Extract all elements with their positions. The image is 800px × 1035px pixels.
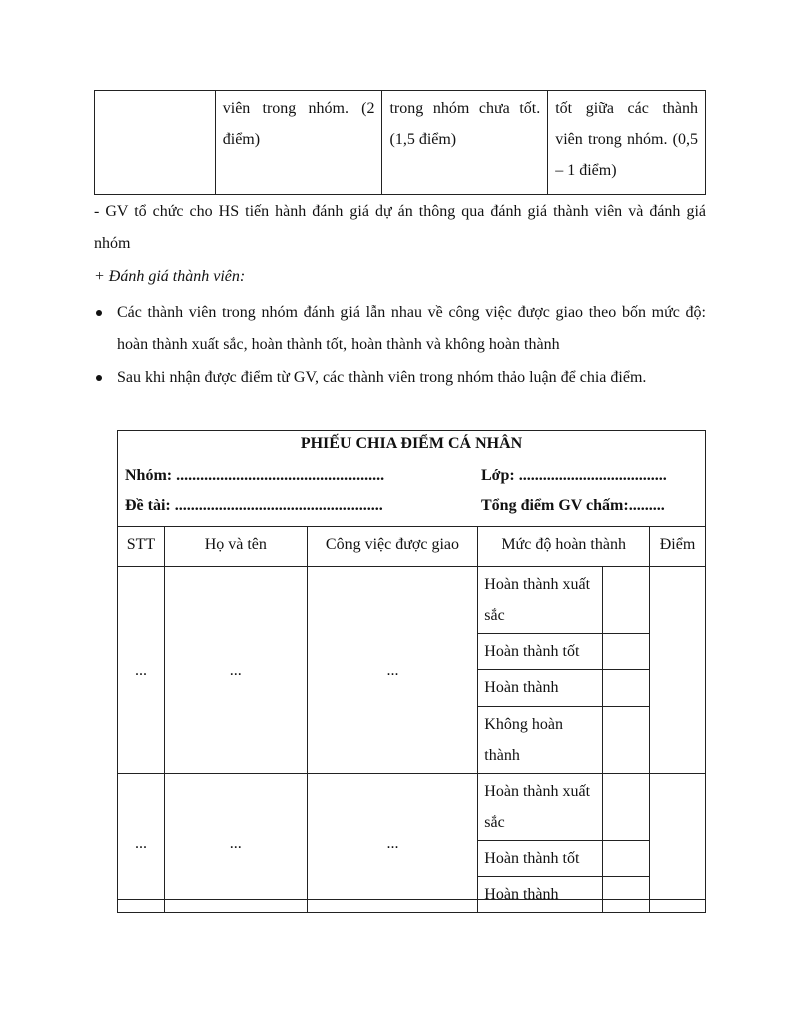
header-name: Họ và tên xyxy=(164,527,307,567)
level-cell: Hoàn thành xuất sắc xyxy=(478,774,603,841)
stt-cell: ... xyxy=(118,567,165,774)
table-cell: viên trong nhóm. (2 điểm) xyxy=(215,91,382,195)
check-cell[interactable] xyxy=(603,670,650,707)
stt-cell: ... xyxy=(118,774,165,913)
total-score-field: Tổng điểm GV chấm:......... xyxy=(481,497,665,514)
check-cell[interactable] xyxy=(603,707,650,774)
check-cell[interactable] xyxy=(603,634,650,670)
subheading: + Đánh giá thành viên: xyxy=(94,268,246,285)
continuation-table xyxy=(94,90,706,195)
check-cell[interactable] xyxy=(603,841,650,877)
name-cell: ... xyxy=(164,567,307,774)
header-completion: Mức độ hoàn thành xyxy=(478,527,650,567)
name-cell: ... xyxy=(164,774,307,913)
check-cell[interactable] xyxy=(603,877,650,913)
score-sheet xyxy=(117,430,706,903)
score-table xyxy=(117,526,706,913)
instruction-paragraph: - GV tổ chức cho HS tiến hành đánh giá dự án thông qua đánh giá thành viên và đánh giá nhóm xyxy=(94,203,706,252)
header-score: Điểm xyxy=(650,527,706,567)
list-item xyxy=(94,297,706,361)
level-cell: Hoàn thành xyxy=(478,670,603,707)
level-cell: Không hoàn thành xyxy=(478,707,603,774)
table-cell xyxy=(95,91,216,195)
check-cell[interactable] xyxy=(603,774,650,841)
level-cell: Hoàn thành xyxy=(478,877,603,913)
check-cell[interactable] xyxy=(603,567,650,634)
table-cell: tốt giữa các thành viên trong nhóm. (0,5 – 1 điểm) xyxy=(548,91,706,195)
sheet-title: PHIẾU CHIA ĐIỂM CÁ NHÂN xyxy=(300,435,523,452)
score-cell[interactable] xyxy=(650,774,706,913)
table-cell: trong nhóm chưa tốt. (1,5 điểm) xyxy=(382,91,548,195)
header-stt: STT xyxy=(118,527,165,567)
level-cell: Hoàn thành tốt xyxy=(478,841,603,877)
score-cell[interactable] xyxy=(650,567,706,774)
list-item xyxy=(94,362,706,394)
group-field: Nhóm: .................................................... xyxy=(125,467,385,484)
task-cell: ... xyxy=(307,567,478,774)
list-item-text: Sau khi nhận được điểm từ GV, các thành viên trong nhóm thảo luận để chia điểm. xyxy=(117,369,647,386)
list-item-text: Các thành viên trong nhóm đánh giá lẫn nhau về công việc được giao theo bốn mức độ: hoàn thành xuất sắc, hoàn thành tốt, hoàn thành và không hoàn thành xyxy=(117,304,706,353)
level-cell: Hoàn thành xuất sắc xyxy=(478,567,603,634)
task-cell: ... xyxy=(307,774,478,913)
header-task: Công việc được giao xyxy=(307,527,478,567)
class-field: Lớp: ..................................... xyxy=(481,467,667,484)
level-cell: Hoàn thành tốt xyxy=(478,634,603,670)
topic-field: Đề tài: .................................................... xyxy=(125,497,383,514)
